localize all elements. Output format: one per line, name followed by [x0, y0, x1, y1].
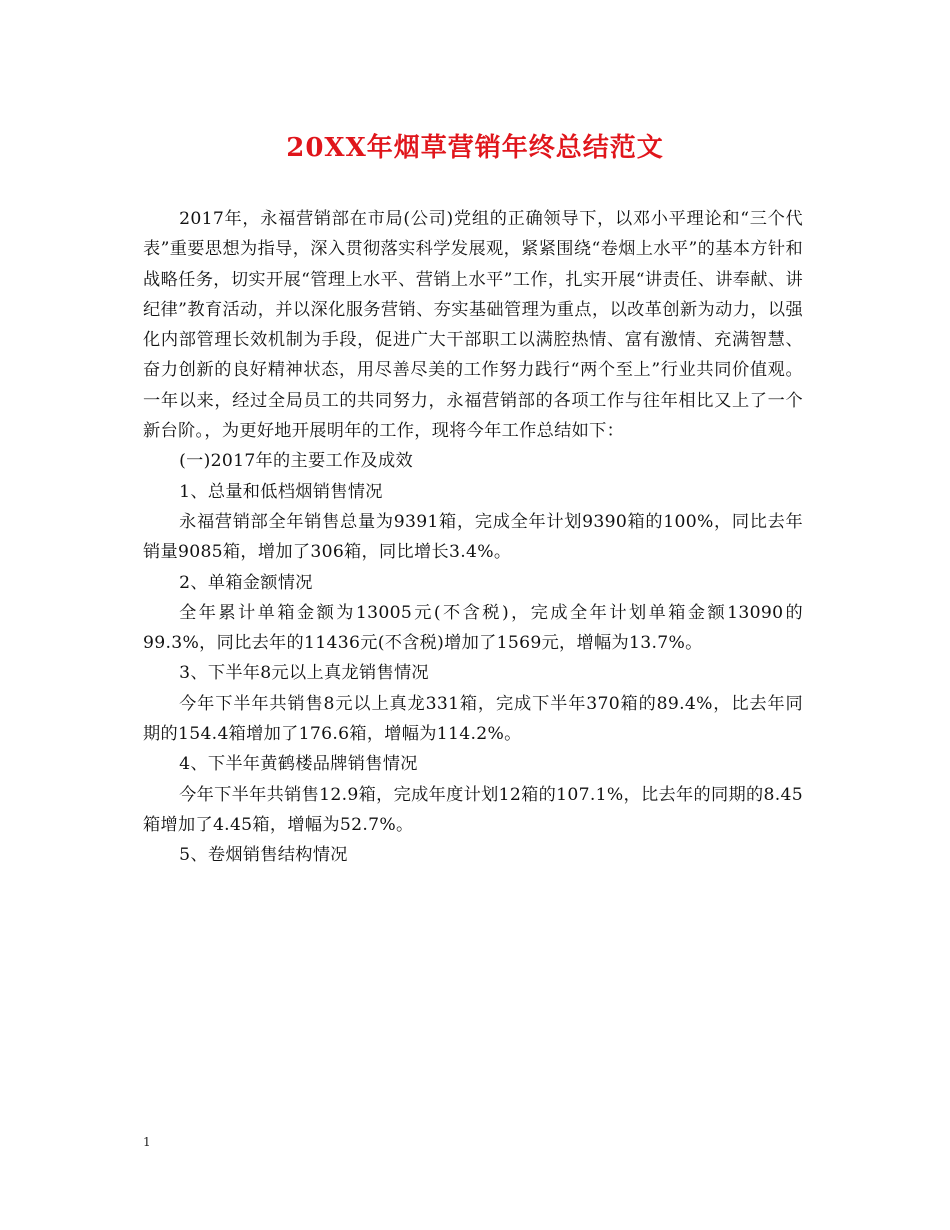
page-number: 1	[143, 1135, 151, 1149]
section-heading: (一)2017年的主要工作及成效	[179, 451, 413, 472]
subheading-zhenlong-sales: 3、下半年8元以上真龙销售情况	[179, 663, 429, 684]
paragraph-huanghelou-sales: 今年下半年共销售12.9箱，完成年度计划12箱的107.1%，比去年的同期的8.45箱增加了4.45箱，增幅为52.7%。	[143, 784, 803, 835]
paragraph-unit-amount: 全年累计单箱金额为13005元(不含税)，完成全年计划单箱金额13090的99.3%，同比去年的11436元(不含税)增加了1569元，增幅为13.7%。	[143, 602, 803, 654]
subheading-structure: 5、卷烟销售结构情况	[179, 845, 348, 866]
document-body	[143, 204, 803, 871]
subheading-huanghelou-sales: 4、下半年黄鹤楼品牌销售情况	[179, 754, 418, 775]
document-title: 20XX年烟草营销年终总结范文	[286, 133, 664, 163]
paragraph-zhenlong-sales: 今年下半年共销售8元以上真龙331箱，完成下半年370箱的89.4%，比去年同期的154.4箱增加了176.6箱，增幅为114.2%。	[143, 693, 803, 745]
paragraph-total-sales: 永福营销部全年销售总量为9391箱，完成全年计划9390箱的100%，同比去年销量9085箱，增加了306箱，同比增长3.4%。	[143, 511, 803, 563]
subheading-unit-amount: 2、单箱金额情况	[179, 572, 313, 593]
paragraph-intro: 2017年，永福营销部在市局(公司)党组的正确领导下，以邓小平理论和“三个代表”重要思想为指导，深入贯彻落实科学发展观，紧紧围绕“卷烟上水平”的基本方针和战略任务，切实开展“管理上水平、营销上水平”工作，扎实开展“讲责任、讲奉献、讲纪律”教育活动，并以深化服务营销、夯实基础管理为重点，以改革创新为动力，以强化内部管理长效机制为手段，促进广大干部职工以满腔热情、富有激情、充满智慧、奋力创新的良好精神状态，用尽善尽美的工作努力践行“两个至上”行业共同价值观。一年以来，经过全局员工的共同努力，永福营销部的各项工作与往年相比又上了一个新台阶。，为更好地开展明年的工作，现将今年工作总结如下：	[143, 209, 803, 442]
subheading-total-sales: 1、总量和低档烟销售情况	[179, 481, 383, 502]
